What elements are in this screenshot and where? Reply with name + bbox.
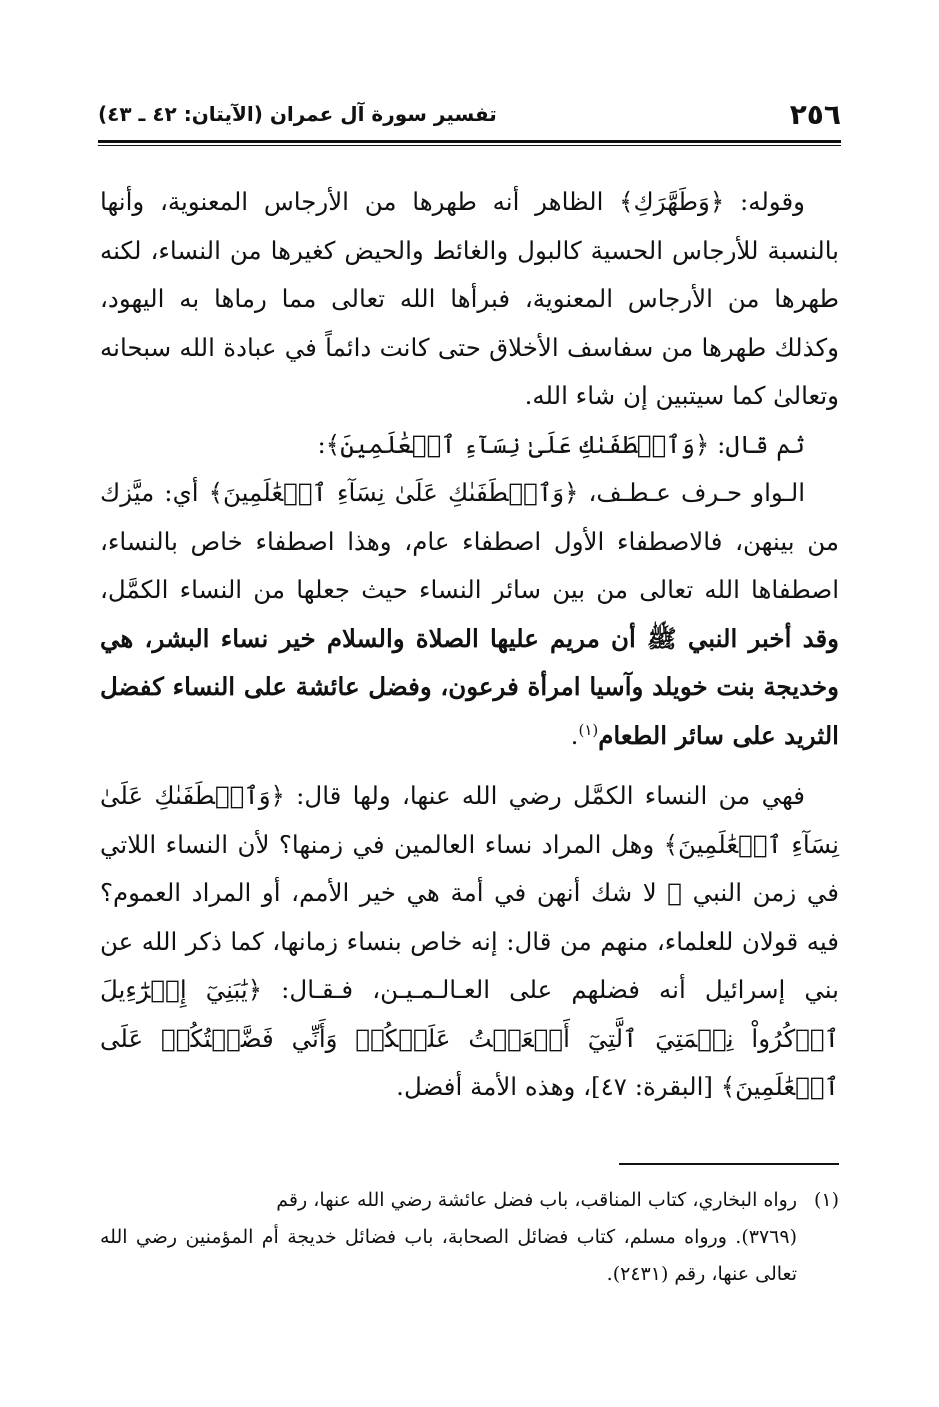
text-run: أي: ميَّزك من بينهن، فالاصطفاء الأول اصطفاء عام، وهذا اصطفاء خاص بالنساء، اصطفاها الله تعالى من بين سائر النساء حيث جعلها من النساء الكمَّل،	[100, 478, 839, 604]
footnote-number: (١)	[813, 1189, 839, 1211]
quran-quote: ﴿وَٱصۡطَفَىٰكِ عَلَىٰ نِسَآءِ ٱلۡعَٰلَمِينَ﴾	[208, 478, 579, 507]
footnote-reference[interactable]: (١)	[578, 720, 599, 739]
footnote-1-continued: (٣٧٦٩). ورواه مسلم، كتاب فضائل الصحابة، باب فضائل خديجة أم المؤمنين رضي الله تعالى عنها، رقم (٢٤٣١).	[100, 1226, 797, 1285]
footnote-separator	[619, 1163, 839, 1165]
text-run: وهل المراد نساء العالمين في زمنها؟ لأن النساء اللاتي في زمن النبي ﷺ لا شك أنهن في أمة هي خير الأمم، أو المراد العموم؟ فيه قولان للعلماء، منهم من قال: إنه خاص بنساء زمانها، كما ذكر الله عن بني إسرائيل أنه فضلهم على العـالـمـيـن، فـقـال:	[100, 829, 839, 1004]
running-title: تفسير سورة آل عمران (الآيتان: ٤٢ ـ ٤٣)	[98, 102, 497, 126]
text-run: فهي من النساء الكمَّل رضي الله عنها، ولها قال:	[284, 781, 805, 810]
quran-quote: ﴿يَٰبَنِيٓ إِسۡرَٰٓءِيلَ ٱذۡكُرُواْ نِعۡمَتِيَ ٱلَّتِيٓ أَنۡعَمۡتُ عَلَيۡكُمۡ وَأَنِّي فَضَّلۡتُكُمۡ عَلَى ٱلۡعَٰلَمِينَ﴾	[100, 975, 839, 1101]
paragraph-3	[100, 469, 839, 760]
quran-quote: ﴿وَطَهَّرَكِ﴾	[619, 187, 725, 216]
quran-quote: ﴿وَٱصۡطَفَىٰكِ عَلَىٰ نِسَآءِ ٱلۡعَٰلَمِينَ﴾	[100, 781, 839, 859]
text-run: الظاهر أنه طهرها من الأرجاس المعنوية، وأنها بالنسبة للأرجاس الحسية كالبول والغائط والحيض كغيرها من النساء، لكنه طهرها من الأرجاس المعنوية، فبرأها الله تعالى مما رماها به اليهود، وكذلك طهرها من سفاسف الأخلاق حتى كانت دائماً في عبادة الله سبحانه وتعالىٰ كما سيتبين إن شاء الله.	[100, 187, 839, 410]
header-rule-thin	[98, 145, 841, 146]
hadith-bold-text: وقد أخبر النبي ﷺ أن مريم عليها الصلاة والسلام خير نساء البشر، هي وخديجة بنت خويلد وآسيا امرأة فرعون، وفضل عائشة على النساء كفضل الثريد على سائر الطعام	[100, 623, 839, 750]
header-rule	[98, 140, 841, 143]
page-number: ٢٥٦	[789, 97, 841, 131]
text-run: وقوله:	[724, 187, 806, 216]
quran-quote: ﴿وَٱصۡطَفَىٰكِ عَلَىٰ نِسَآءِ ٱلۡعَٰلَمِينَ﴾	[325, 429, 710, 459]
page-header	[98, 92, 841, 136]
paragraph-4	[100, 772, 839, 1112]
text-run: الـواو حـرف عـطـف،	[578, 478, 806, 507]
text-run: .	[570, 720, 579, 750]
footnotes	[100, 1182, 839, 1293]
footnote-text: رواه البخاري، كتاب المناقب، باب فضل عائشة رضي الله عنها، رقم	[276, 1189, 797, 1211]
footnote-1	[100, 1182, 839, 1219]
paragraph-1	[100, 178, 839, 421]
body-text	[100, 178, 839, 1112]
text-run: :	[317, 429, 326, 459]
text-run: [البقرة: ٤٧]، وهذه الأمة أفضل.	[396, 1072, 721, 1101]
text-run: ثم قال:	[709, 429, 805, 459]
paragraph-2	[100, 421, 839, 470]
